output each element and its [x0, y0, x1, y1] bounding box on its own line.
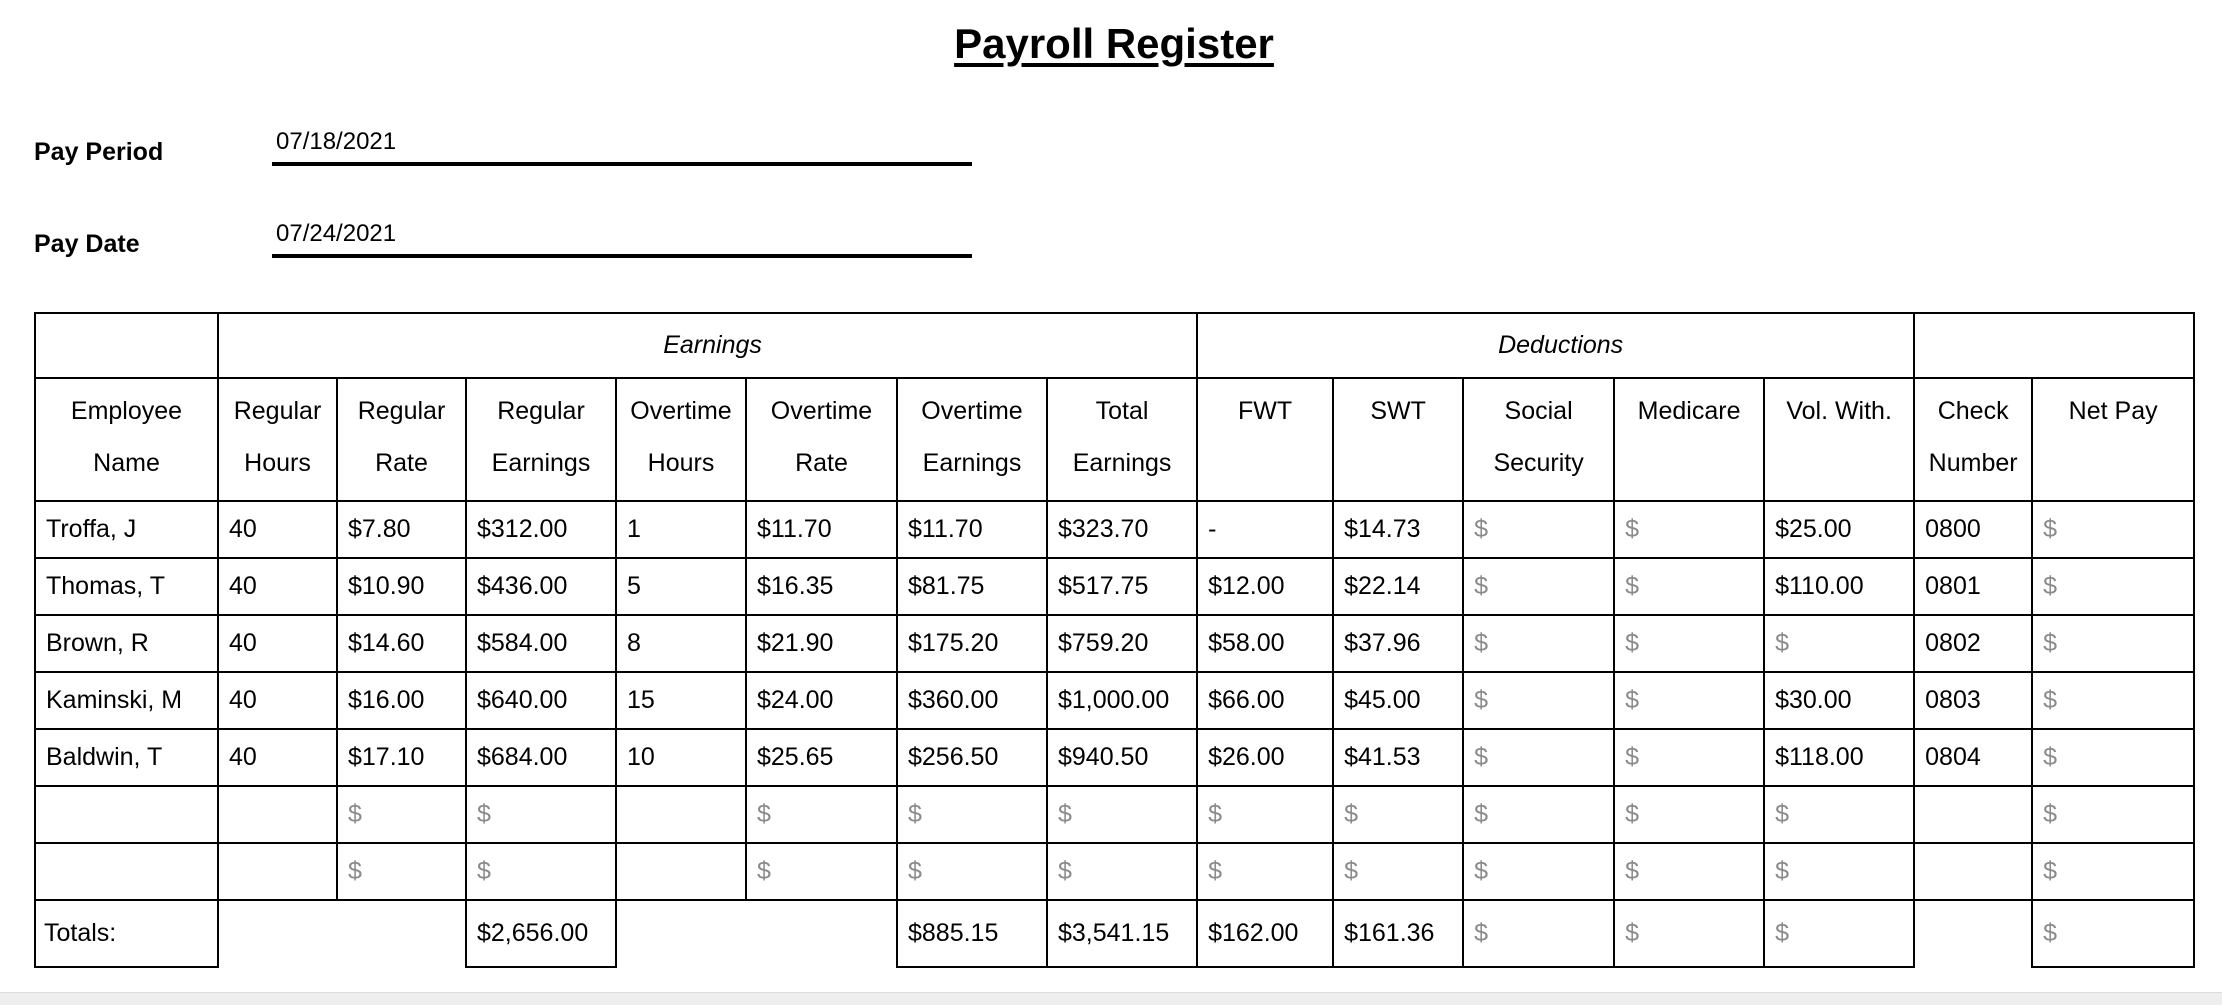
table-cell[interactable]: 0803	[1914, 672, 2032, 729]
total-net-pay: $	[2032, 900, 2194, 967]
table-cell[interactable]: $	[1197, 843, 1333, 900]
table-cell[interactable]: $30.00	[1764, 672, 1914, 729]
total-regular-earnings: $2,656.00	[466, 900, 616, 967]
deductions-group-header: Deductions	[1197, 313, 1914, 378]
table-cell[interactable]: 5	[616, 558, 746, 615]
table-cell[interactable]	[616, 786, 746, 843]
table-cell[interactable]: $	[1614, 843, 1764, 900]
group-header-row	[35, 313, 2194, 378]
table-cell[interactable]: $	[1614, 615, 1764, 672]
table-cell[interactable]: $	[746, 786, 897, 843]
column-header	[218, 378, 337, 501]
column-header-line1: Overtime	[921, 397, 1023, 425]
total-earnings: $3,541.15	[1047, 900, 1197, 967]
column-header	[1333, 378, 1463, 501]
table-cell[interactable]: $	[1614, 558, 1764, 615]
column-header	[466, 378, 616, 501]
table-cell[interactable]: $175.20	[897, 615, 1047, 672]
column-header-line1: Regular	[233, 397, 322, 425]
table-cell[interactable]	[218, 786, 337, 843]
table-cell[interactable]: $16.00	[337, 672, 466, 729]
blank-header-cell	[1914, 313, 2194, 378]
column-header-row	[35, 378, 2194, 501]
total-swt: $161.36	[1333, 900, 1463, 967]
table-cell[interactable]: $1,000.00	[1047, 672, 1197, 729]
table-cell[interactable]: $	[1463, 558, 1614, 615]
table-cell[interactable]: 40	[218, 729, 337, 786]
pay-date-field[interactable]: 07/24/2021	[272, 218, 972, 258]
table-cell[interactable]: $16.35	[746, 558, 897, 615]
table-cell[interactable]: $25.00	[1764, 501, 1914, 558]
table-cell[interactable]: $	[337, 843, 466, 900]
table-cell[interactable]: 40	[218, 501, 337, 558]
table-cell[interactable]: 0802	[1914, 615, 2032, 672]
table-cell[interactable]: $	[1463, 843, 1614, 900]
table-cell[interactable]: $14.73	[1333, 501, 1463, 558]
table-cell[interactable]: $11.70	[746, 501, 897, 558]
table-cell[interactable]: $	[897, 786, 1047, 843]
table-cell[interactable]: $584.00	[466, 615, 616, 672]
total-medicare: $	[1614, 900, 1764, 967]
table-row	[35, 615, 2194, 672]
pay-date-label: Pay Date	[34, 230, 140, 258]
table-cell[interactable]: $	[1764, 615, 1914, 672]
total-vol-with: $	[1764, 900, 1914, 967]
column-header	[337, 378, 466, 501]
column-header-line1: SWT	[1370, 397, 1426, 425]
table-cell[interactable]: $	[2032, 672, 2194, 729]
column-header	[1047, 378, 1197, 501]
totals-label: Totals:	[35, 900, 218, 967]
column-header-line2: Hours	[647, 449, 715, 477]
pay-period-field[interactable]: 07/18/2021	[272, 126, 972, 166]
table-cell[interactable]: $	[1614, 729, 1764, 786]
table-cell[interactable]: $	[2032, 615, 2194, 672]
table-cell[interactable]: $640.00	[466, 672, 616, 729]
payroll-register-table	[34, 312, 2195, 968]
table-cell[interactable]: $	[2032, 843, 2194, 900]
column-header-line1: Total	[1095, 397, 1149, 425]
table-cell[interactable]: $	[1463, 501, 1614, 558]
table-cell[interactable]	[1914, 786, 2032, 843]
table-cell[interactable]: $7.80	[337, 501, 466, 558]
earnings-group-header: Earnings	[218, 313, 1197, 378]
table-cell[interactable]: 40	[218, 672, 337, 729]
table-cell[interactable]: $22.14	[1333, 558, 1463, 615]
totals-row	[35, 900, 2194, 967]
column-header	[1614, 378, 1764, 501]
table-cell[interactable]: $	[1047, 843, 1197, 900]
table-cell[interactable]: $12.00	[1197, 558, 1333, 615]
total-fwt: $162.00	[1197, 900, 1333, 967]
page-title: Payroll Register	[954, 20, 1274, 67]
column-header	[616, 378, 746, 501]
empty-total-cell	[616, 900, 897, 967]
table-cell[interactable]: $	[2032, 786, 2194, 843]
column-header-line2: Number	[1928, 449, 2018, 477]
table-cell[interactable]: Troffa, J	[35, 501, 218, 558]
table-cell[interactable]: 40	[218, 615, 337, 672]
table-cell[interactable]: $	[1463, 672, 1614, 729]
table-cell[interactable]: 0804	[1914, 729, 2032, 786]
column-header	[746, 378, 897, 501]
column-header-line1: Check	[1937, 397, 2009, 425]
table-cell[interactable]: $	[466, 786, 616, 843]
table-cell[interactable]: $517.75	[1047, 558, 1197, 615]
table-cell[interactable]: $	[1614, 672, 1764, 729]
table-cell[interactable]: $	[1764, 843, 1914, 900]
column-header	[35, 378, 218, 501]
table-row	[35, 843, 2194, 900]
column-header-line1: Overtime	[630, 397, 732, 425]
table-row	[35, 558, 2194, 615]
column-header-line2: Rate	[375, 449, 428, 477]
table-cell[interactable]: $118.00	[1764, 729, 1914, 786]
column-header-line1: Regular	[497, 397, 585, 425]
table-cell[interactable]: Baldwin, T	[35, 729, 218, 786]
column-header-line1: Social	[1504, 397, 1573, 425]
table-cell[interactable]	[218, 843, 337, 900]
table-cell[interactable]: Thomas, T	[35, 558, 218, 615]
table-cell[interactable]: $	[1463, 615, 1614, 672]
table-cell[interactable]: 1	[616, 501, 746, 558]
table-cell[interactable]: $26.00	[1197, 729, 1333, 786]
pay-period-label: Pay Period	[34, 138, 164, 166]
table-cell[interactable]: $110.00	[1764, 558, 1914, 615]
column-header-line2: Rate	[795, 449, 848, 477]
table-cell[interactable]: $	[2032, 501, 2194, 558]
table-cell[interactable]: $759.20	[1047, 615, 1197, 672]
table-row	[35, 729, 2194, 786]
column-header	[2032, 378, 2194, 501]
table-cell[interactable]: 8	[616, 615, 746, 672]
table-cell[interactable]: $360.00	[897, 672, 1047, 729]
empty-total-cell	[218, 900, 466, 967]
table-cell[interactable]: $37.96	[1333, 615, 1463, 672]
column-header-line1: Employee	[70, 397, 183, 425]
table-cell[interactable]: $41.53	[1333, 729, 1463, 786]
table-cell[interactable]: $11.70	[897, 501, 1047, 558]
blank-header-cell	[35, 313, 218, 378]
table-row	[35, 501, 2194, 558]
table-cell[interactable]: $	[1614, 501, 1764, 558]
table-cell[interactable]: $14.60	[337, 615, 466, 672]
table-cell[interactable]: 15	[616, 672, 746, 729]
column-header-line1: Overtime	[770, 397, 873, 425]
total-overtime-earnings: $885.15	[897, 900, 1047, 967]
column-header-line1: Regular	[357, 397, 446, 425]
column-header-line2: Earnings	[1072, 449, 1172, 477]
table-cell[interactable]: $	[1333, 786, 1463, 843]
column-header-line1: Medicare	[1637, 397, 1741, 425]
table-cell[interactable]: $312.00	[466, 501, 616, 558]
column-header	[1197, 378, 1333, 501]
column-header-line2: Hours	[244, 449, 311, 477]
bottom-scroll-area	[0, 992, 2222, 1005]
column-header	[1914, 378, 2032, 501]
table-cell[interactable]: $	[1047, 786, 1197, 843]
column-header	[1764, 378, 1914, 501]
column-header	[1463, 378, 1614, 501]
total-social-security: $	[1463, 900, 1614, 967]
column-header-line2: Security	[1493, 449, 1584, 477]
table-cell[interactable]: $684.00	[466, 729, 616, 786]
table-cell[interactable]: $	[746, 843, 897, 900]
table-cell[interactable]: $	[2032, 729, 2194, 786]
table-cell[interactable]: $	[337, 786, 466, 843]
table-cell[interactable]: $	[1764, 786, 1914, 843]
table-cell[interactable]: $	[2032, 558, 2194, 615]
table-cell[interactable]: $24.00	[746, 672, 897, 729]
table-cell[interactable]: $	[1614, 786, 1764, 843]
table-cell[interactable]: Brown, R	[35, 615, 218, 672]
table-cell[interactable]: $	[1463, 729, 1614, 786]
column-header-line2: Name	[93, 449, 160, 477]
table-row	[35, 672, 2194, 729]
table-cell[interactable]	[35, 786, 218, 843]
table-cell[interactable]: $	[1333, 843, 1463, 900]
column-header-line1: FWT	[1238, 397, 1293, 425]
table-cell[interactable]: Kaminski, M	[35, 672, 218, 729]
table-cell[interactable]: $	[1197, 786, 1333, 843]
table-cell[interactable]: $436.00	[466, 558, 616, 615]
column-header-line2: Earnings	[922, 449, 1022, 477]
table-cell[interactable]: $66.00	[1197, 672, 1333, 729]
table-cell[interactable]: 0800	[1914, 501, 2032, 558]
table-cell[interactable]: $	[466, 843, 616, 900]
column-header-line1: Net Pay	[2068, 397, 2158, 425]
empty-total-cell	[1914, 900, 2032, 967]
table-cell[interactable]: $17.10	[337, 729, 466, 786]
table-cell[interactable]: $10.90	[337, 558, 466, 615]
table-cell[interactable]: 0801	[1914, 558, 2032, 615]
table-cell[interactable]	[35, 843, 218, 900]
table-cell[interactable]: $256.50	[897, 729, 1047, 786]
table-cell[interactable]: $25.65	[746, 729, 897, 786]
table-cell[interactable]: $940.50	[1047, 729, 1197, 786]
table-cell[interactable]	[616, 843, 746, 900]
table-cell[interactable]: $323.70	[1047, 501, 1197, 558]
table-cell[interactable]	[1914, 843, 2032, 900]
table-row	[35, 786, 2194, 843]
table-cell[interactable]: -	[1197, 501, 1333, 558]
column-header-line1: Vol. With.	[1786, 397, 1892, 425]
table-cell[interactable]: $21.90	[746, 615, 897, 672]
table-cell[interactable]: $	[897, 843, 1047, 900]
column-header-line2: Earnings	[491, 449, 591, 477]
table-cell[interactable]: $81.75	[897, 558, 1047, 615]
table-cell[interactable]: $	[1463, 786, 1614, 843]
table-cell[interactable]: $58.00	[1197, 615, 1333, 672]
table-cell[interactable]: 10	[616, 729, 746, 786]
table-cell[interactable]: $45.00	[1333, 672, 1463, 729]
column-header	[897, 378, 1047, 501]
table-cell[interactable]: 40	[218, 558, 337, 615]
